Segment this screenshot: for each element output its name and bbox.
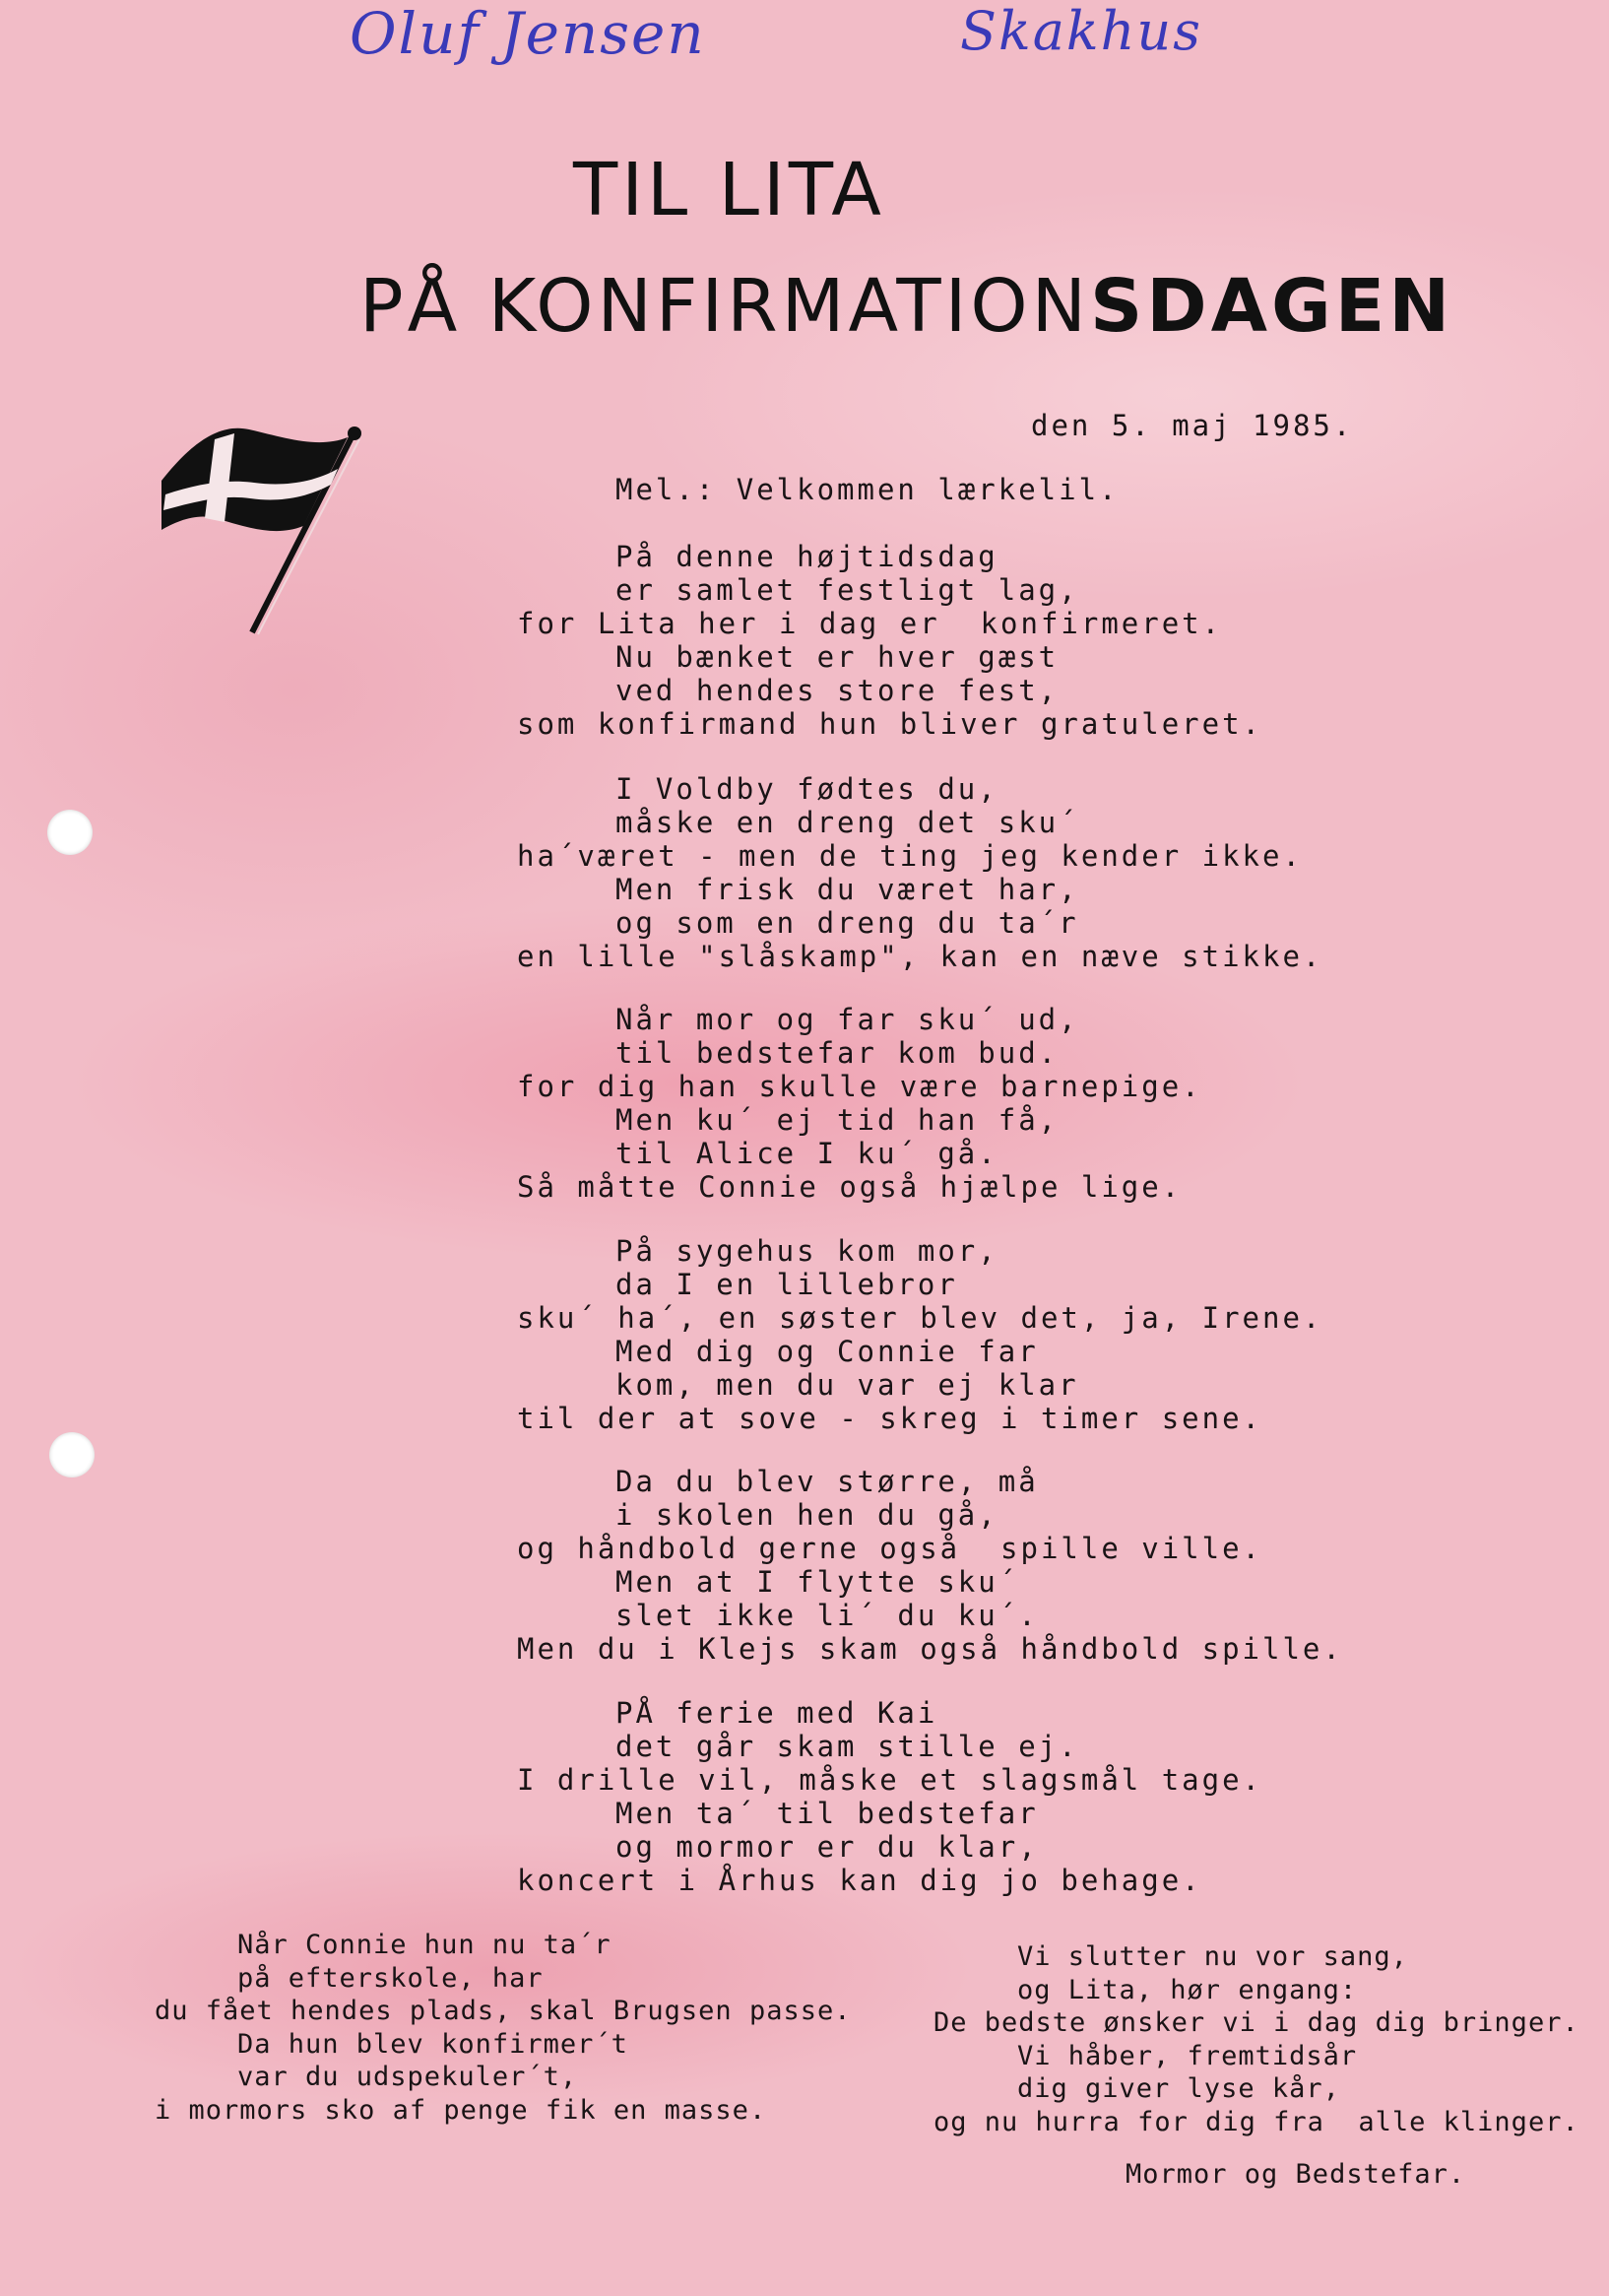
stanza-line: du fået hendes plads, skal Brugsen passe.: [155, 1996, 852, 2026]
stanza-line: Da du blev større, må: [615, 1465, 1039, 1498]
stanza-line: var du udspekuler´t,: [237, 2062, 578, 2092]
melody: Mel.: Velkommen lærkelil.: [615, 473, 1120, 506]
stanza-3: [517, 1003, 1202, 1204]
stanza-line: til bedstefar kom bud.: [615, 1036, 1060, 1070]
stanza-6: [517, 1696, 1262, 1897]
title-line-2-part-a: PÅ KONFIRMATION: [359, 264, 1091, 349]
stanza-line: Men ku´ ej tid han få,: [615, 1103, 1060, 1137]
stanza-line: Men du i Klejs skam også håndbold spille.: [517, 1632, 1343, 1666]
right-stanza: [933, 1940, 1579, 2138]
stanza-line: og Lita, hør engang:: [1017, 1974, 1358, 2005]
stanza-line: Så måtte Connie også hjælpe lige.: [517, 1170, 1183, 1204]
stanza-line: I drille vil, måske et slagsmål tage.: [517, 1763, 1263, 1797]
stanza-line: dig giver lyse kår,: [1017, 2073, 1340, 2104]
punch-hole-bottom: [49, 1432, 95, 1477]
stanza-line: til Alice I ku´ gå.: [615, 1137, 998, 1170]
stanza-line: Når Connie hun nu ta´r: [237, 1930, 611, 1960]
stanza-line: og som en dreng du ta´r: [615, 906, 1079, 940]
stanza-5: [517, 1465, 1343, 1666]
stanza-line: i mormors sko af penge fik en masse.: [155, 2094, 767, 2126]
stanza-line: er samlet festligt lag,: [615, 573, 1079, 607]
stanza-line: På sygehus kom mor,: [615, 1234, 998, 1268]
title-line-1: TIL LITA: [573, 148, 885, 232]
stanza-line: Men frisk du været har,: [615, 873, 1079, 906]
signature: Mormor og Bedstefar.: [1126, 2159, 1466, 2190]
title-line-2: [359, 264, 1453, 349]
stanza-line: koncert i Århus kan dig jo behage.: [517, 1864, 1202, 1897]
stanza-line: og nu hurra for dig fra alle klinger.: [933, 2106, 1579, 2137]
stanza-line: det går skam stille ej.: [615, 1730, 1079, 1763]
stanza-line: og mormor er du klar,: [615, 1830, 1039, 1864]
stanza-line: Men ta´ til bedstefar: [615, 1797, 1039, 1830]
stanza-line: slet ikke li´ du ku´.: [615, 1599, 1039, 1632]
stanza-line: til der at sove - skreg i timer sene.: [517, 1402, 1263, 1435]
stanza-line: som konfirmand hun bliver gratuleret.: [517, 707, 1263, 741]
stanza-line: Med dig og Connie far: [615, 1335, 1039, 1368]
stanza-line: Men at I flytte sku´: [615, 1565, 1019, 1599]
stanza-line: De bedste ønsker vi i dag dig bringer.: [933, 2007, 1579, 2038]
stanza-line: Da hun blev konfirmer´t: [237, 2028, 628, 2060]
stanza-4: [517, 1234, 1322, 1435]
stanza-line: i skolen hen du gå,: [615, 1498, 998, 1532]
stanza-line: på efterskole, har: [237, 1962, 544, 1994]
stanza-line: ved hendes store fest,: [615, 674, 1060, 707]
title-line-2-part-b: SDAGEN: [1090, 264, 1454, 349]
stanza-line: ha´været - men de ting jeg kender ikke.: [517, 839, 1303, 873]
stanza-2: [517, 772, 1322, 973]
stanza-line: Vi håber, fremtidsår: [1017, 2040, 1358, 2071]
date: den 5. maj 1985.: [1031, 409, 1354, 442]
stanza-line: PÅ ferie med Kai: [615, 1696, 938, 1730]
stanza-line: for dig han skulle være barnepige.: [517, 1070, 1202, 1103]
punch-hole-top: [47, 810, 93, 855]
stanza-line: På denne højtidsdag: [615, 540, 998, 573]
stanza-line: Når mor og far sku´ ud,: [615, 1003, 1079, 1036]
stanza-line: en lille "slåskamp", kan en næve stikke.: [517, 940, 1323, 973]
danish-flag-icon: [156, 412, 370, 638]
left-stanza: [155, 1929, 851, 2127]
stanza-line: I Voldby fødtes du,: [615, 772, 998, 806]
stanza-line: for Lita her i dag er konfirmeret.: [517, 607, 1223, 640]
stanza-line: måske en dreng det sku´: [615, 806, 1079, 839]
stanza-line: sku´ ha´, en søster blev det, ja, Irene.: [517, 1301, 1323, 1335]
handwritten-name-left: Oluf Jensen: [350, 0, 706, 67]
stanza-line: og håndbold gerne også spille ville.: [517, 1532, 1263, 1565]
stanza-line: kom, men du var ej klar: [615, 1368, 1079, 1402]
stanza-line: Vi slutter nu vor sang,: [1017, 1941, 1408, 1972]
stanza-line: da I en lillebror: [615, 1268, 958, 1301]
handwritten-name-right: Skakhus: [960, 0, 1202, 62]
stanza-line: Nu bænket er hver gæst: [615, 640, 1060, 674]
stanza-1: [517, 540, 1262, 741]
